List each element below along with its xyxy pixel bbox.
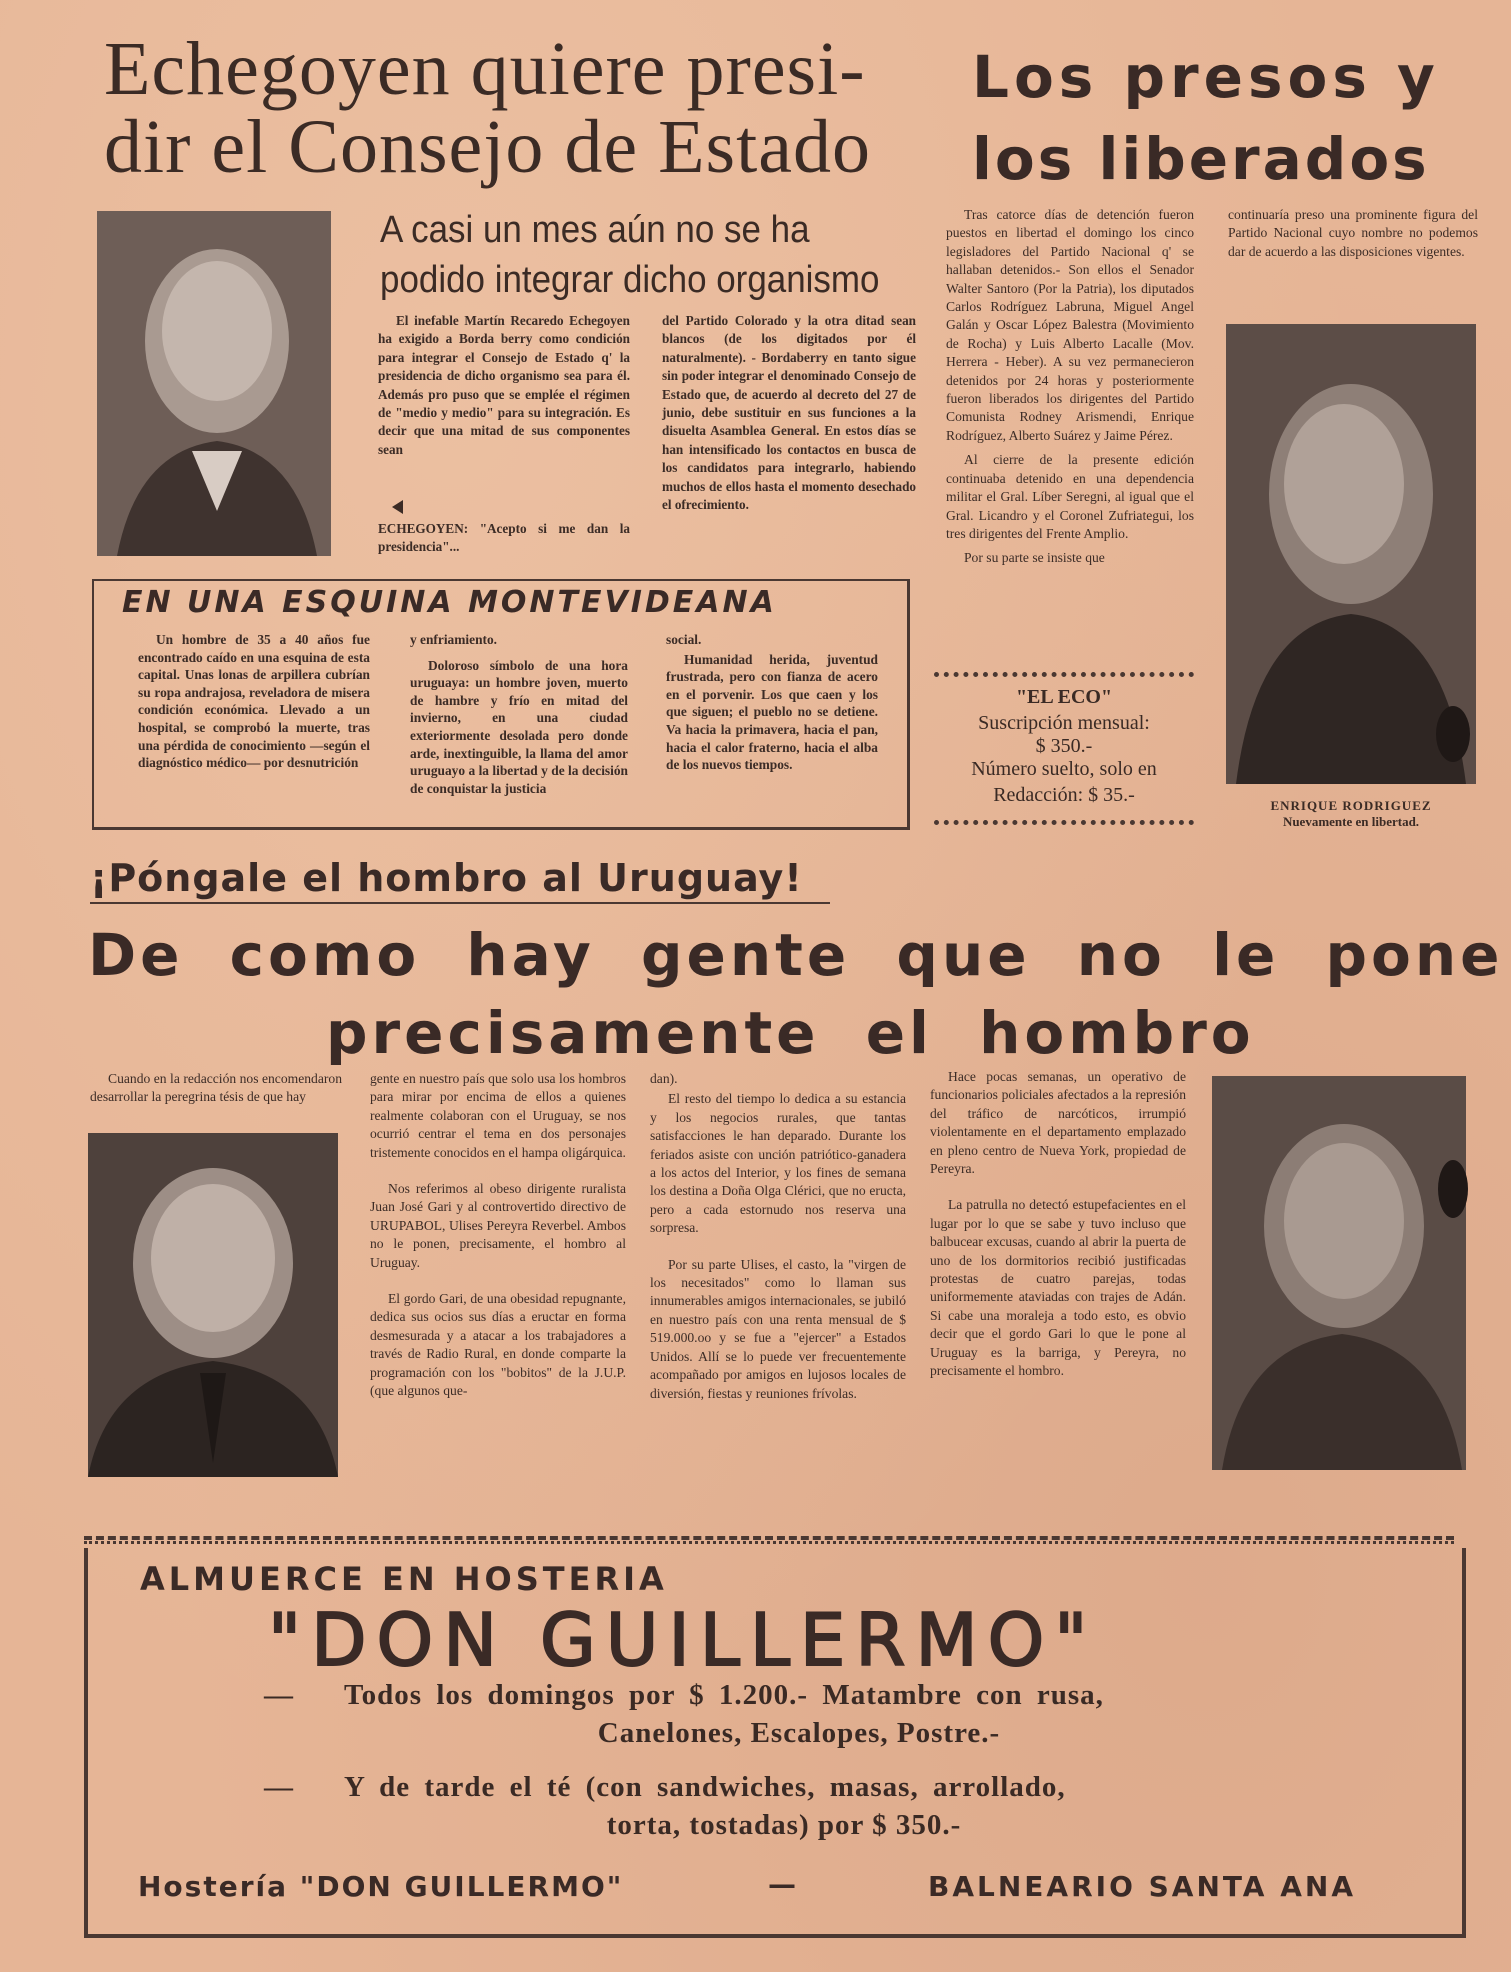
offer1-line2: Canelones, Escalopes, Postre.- bbox=[597, 1717, 1001, 1749]
esquina-col1 bbox=[138, 631, 370, 778]
gari-photo bbox=[88, 1133, 338, 1477]
article3-col2-p3: El gordo Gari, de una obesidad repugnante, dedica sus ocios sus días a eructar en forma desmesurada y a atacar a los trabajadores a través de Radio Rural, en donde comparte la programación con los "bobitos" de la J.U.P. (que algunos que- bbox=[370, 1291, 626, 1399]
article3-col3-p1: dan). bbox=[650, 1071, 678, 1086]
article1-subhead bbox=[380, 205, 880, 305]
esquina-title: EN UNA ESQUINA MONTEVIDEANA bbox=[122, 585, 777, 620]
ad-box bbox=[84, 1548, 1466, 1938]
article3-col1-text: Cuando en la redacción nos encomendaron desarrollar la peregrina tésis de que hay bbox=[90, 1071, 342, 1105]
article3-col2-p2: Nos referimos al obeso dirigente ruralista Juan José Gari y al controvertido directivo de URUPABOL, Ulises Pereyra Reverbel. Ambos no le ponen, precisamente, el hombro al Uruguay. bbox=[370, 1181, 626, 1270]
el-eco-top-rule bbox=[934, 672, 1194, 677]
article1-caption bbox=[378, 520, 630, 563]
portrait-icon bbox=[1212, 1076, 1466, 1470]
el-eco-box bbox=[934, 672, 1194, 828]
article3-col1 bbox=[90, 1070, 342, 1113]
ad-footer-dash: — bbox=[768, 1868, 797, 1901]
esquina-col2-p1: y enfriamiento. bbox=[410, 632, 498, 647]
esquina-col3-p1: social. bbox=[666, 632, 702, 647]
portrait-icon bbox=[97, 211, 331, 556]
ad-footer-right: BALNEARIO SANTA ANA bbox=[928, 1870, 1356, 1903]
portrait-icon bbox=[88, 1133, 338, 1477]
ad-line1: ALMUERCE EN HOSTERIA bbox=[140, 1560, 668, 1598]
article1-headline-line2: dir el Consejo de Estado bbox=[104, 105, 871, 189]
photo-caption bbox=[1226, 798, 1476, 830]
caption-text: Nuevamente en libertad. bbox=[1282, 814, 1420, 829]
el-eco-bottom-rule bbox=[934, 820, 1194, 825]
ad-footer-left: Hostería "DON GUILLERMO" bbox=[138, 1870, 624, 1903]
enrique-rodriguez-photo bbox=[1226, 324, 1476, 784]
article3-col3-p3: Por su parte Ulises, el casto, la "virgen de los necesitados" como lo llaman sus innumerables amigos internacionales, se jubiló en nuestro país con una renta mensual de $ 519.000.oo y se fue a "ejercer" a Estados Unidos. Allí se lo puede ver frecuentemente acompañado por amigos en lujosos locales de diversión, fiestas y reuniones frívolas. bbox=[650, 1256, 906, 1401]
article1-col2 bbox=[662, 312, 916, 520]
esquina-col3 bbox=[666, 631, 878, 780]
portrait-icon bbox=[1226, 324, 1476, 784]
esquina-col1-text: Un hombre de 35 a 40 años fue encontrado caído en una esquina de esta capital. Unas lonas de arpillera cubrían su ropa andrajosa, reveladora de misera condición económica. Llevado a un hospital, se comprobó la muerte, tras una pérdida de conocimiento —según el diagnóstico médico— por desnutrición bbox=[138, 632, 370, 771]
ad-top-rule bbox=[84, 1536, 1454, 1544]
article2-col1-p2: Al cierre de la presente edición continuaba detenido en una dependencia militar el Gral. Líber Seregni, al igual que el Gral. Licandro y el Coronel Zufriategui, los tres dirigentes del Frente Amplio. bbox=[946, 452, 1194, 541]
el-eco-line4: Redacción: $ 35.- bbox=[993, 784, 1135, 806]
article1-caption-text: ECHEGOYEN: "Acepto si me dan la presidencia"... bbox=[378, 521, 630, 555]
ad-name: "DON GUILLERMO" bbox=[268, 1598, 1098, 1682]
article1-col1 bbox=[378, 312, 630, 465]
offer2-line1: Y de tarde el té (con sandwiches, masas, arrollado, bbox=[344, 1771, 1066, 1803]
article3-col4-p2: La patrulla no detectó estupefacientes en el lugar por lo que se sabe y tuvo incluso que balbucear excusas, cuando al abrir la puerta de uno de los dormitorios recibió justificadas protestas de cuatro parejas, todas uniformemente ataviadas con trajes de Adán. Si cabe una moraleja a todo esto, es obvio decir que el gordo Gari lo que le pone al Uruguay es la barriga, y Pereyra, no precisamente el hombro. bbox=[930, 1197, 1186, 1379]
el-eco-line3: Número suelto, solo en bbox=[971, 758, 1157, 780]
article2-col1-p3: Por su parte se insiste que bbox=[964, 550, 1105, 566]
article3-col4-p1: Hace pocas semanas, un operativo de funcionarios policiales afectados a la represión del tráfico de narcóticos, irrumpió violentamente en el departamento emplazado en pleno centro de Nueva York, propiedad de Pereyra. bbox=[930, 1069, 1186, 1177]
article1-col1-text: El inefable Martín Recaredo Echegoyen ha exigido a Borda berry como condición para integrar el Consejo de Estado q' la presidencia de dicho organismo sea para él. Además pro puso que se emplée el régimen de "medio y medio" para su integración. Es decir que una mitad de sus componentes sean bbox=[378, 313, 630, 457]
el-eco-line2: $ 350.- bbox=[1035, 735, 1093, 757]
article3-headline-line1: De como hay gente que no le pone bbox=[88, 921, 1504, 989]
hole-mark bbox=[1436, 706, 1470, 762]
ad-offer2 bbox=[264, 1768, 1414, 1844]
esquina-box bbox=[92, 579, 910, 830]
ad-offer1 bbox=[264, 1676, 1414, 1752]
el-eco-title: "EL ECO" bbox=[1015, 686, 1113, 708]
article2-col2-text: continuaría preso una prominente figura del Partido Nacional cuyo nombre no podemos dar de acuerdo a las disposiciones vigentes. bbox=[1228, 207, 1478, 259]
article1-headline-line1: Echegoyen quiere presi- bbox=[104, 27, 866, 111]
article3-col3 bbox=[650, 1070, 906, 1409]
article3-kicker-text: ¡Póngale el hombro al Uruguay! bbox=[90, 856, 803, 900]
offer2-line2: torta, tostadas) por $ 350.- bbox=[606, 1809, 962, 1841]
article3-col2-p1: gente en nuestro país que solo usa los hombros para mirar por encima de ellos a quienes realmente colaboran con el Uruguay, se nos ocurrió centrar el tema en dos personajes tristemente conocidos en el hampa oligárquica. bbox=[370, 1071, 626, 1160]
article2-col1-p1: Tras catorce días de detención fueron puestos en libertad el domingo los cinco legisladores del Partido Nacional q' se hallaban detenidos.- Son ellos el Senador Walter Santoro (Por la Patria), los diputados Carlos Rodríguez Labruna, Miguel Angel Galán y Oscar López Balestra (Movimiento de Rocha) y Luis Alberto Lacalle (Mov. Herrera - Heber). A su vez permanecieron detenidos por 24 horas y posteriormente fueron liberados los dirigentes del Partido Comunista Rodney Arismendi, Enrique Rodríguez, Alberto Suárez y Jaime Pérez. bbox=[946, 207, 1194, 443]
offer1-dash: — bbox=[264, 1679, 293, 1711]
hole-mark bbox=[1438, 1160, 1468, 1218]
article3-kicker bbox=[90, 856, 840, 904]
offer2-dash: — bbox=[264, 1771, 293, 1803]
esquina-col3-p2: Humanidad herida, juventud frustrada, pero con fianza de acero en el porvenir. Los que caen y los que siguen; el pueblo no se detiene. Va hacia la primavera, hacia el pan, hacia el calor fraterno, hacia el alba de los nuevos tiempos. bbox=[666, 651, 878, 773]
kicker-underline bbox=[90, 902, 830, 904]
article2-headline-line2: los liberados bbox=[972, 125, 1430, 193]
article1-col2-text: del Partido Colorado y la otra ditad sean blancos (de los digitados por él naturalmente). - Bordaberry en tanto sigue sin poder integrar el denominado Consejo de Estado que, de acuerdo al decreto del 27 de junio, debe sustituir en sus funciones a la disuelta Asamblea General. En estos días se han intensificado los contactos en busca de los candidatos para integrarlo, habiendo muchos de ellos hasta el momento desechado el ofrecimiento. bbox=[662, 313, 916, 513]
article1-subhead-line1: A casi un mes aún no se ha bbox=[380, 209, 810, 251]
article3-col2 bbox=[370, 1070, 626, 1407]
caption-name: ENRIQUE RODRIGUEZ bbox=[1270, 798, 1432, 813]
pereyra-photo bbox=[1212, 1076, 1466, 1470]
article2-headline-line1: Los presos y bbox=[972, 43, 1440, 111]
article1-subhead-line2: podido integrar dicho organismo bbox=[380, 259, 880, 301]
article3-headline bbox=[88, 916, 1504, 1072]
article1-headline bbox=[104, 27, 924, 189]
article3-headline-line2: precisamente el hombro bbox=[326, 999, 1255, 1067]
article3-col4 bbox=[930, 1068, 1186, 1387]
article2-col1 bbox=[946, 206, 1194, 574]
article3-col3-p2: El resto del tiempo lo dedica a su estancia y los negocios rurales, que tantas satisfacciones le han deparado. Durante los feriados asiste con unción patriótico-ganadera a los actos del Interior, y los fines de semana los destina a Doña Olga Clérici, que no eructa, pero a cada estornudo nos reserva una sorpresa. bbox=[650, 1091, 906, 1236]
esquina-col2 bbox=[410, 631, 628, 803]
echegoyen-photo bbox=[97, 211, 331, 556]
esquina-col2-p2: Doloroso símbolo de una hora uruguaya: un hombre joven, muerto de hambre y frío en mitad del invierno, en una ciudad exteriormente desolada pero donde arde, inextinguible, la llama del amor uruguayo a la libertad y de la decisión de conquistar la justicia bbox=[410, 657, 628, 796]
offer1-line1: Todos los domingos por $ 1.200.- Matambre con rusa, bbox=[344, 1679, 1104, 1711]
caption-arrow-icon bbox=[392, 500, 403, 514]
article2-col2 bbox=[1228, 206, 1478, 267]
el-eco-line1: Suscripción mensual: bbox=[978, 712, 1150, 734]
article2-headline bbox=[972, 36, 1472, 200]
